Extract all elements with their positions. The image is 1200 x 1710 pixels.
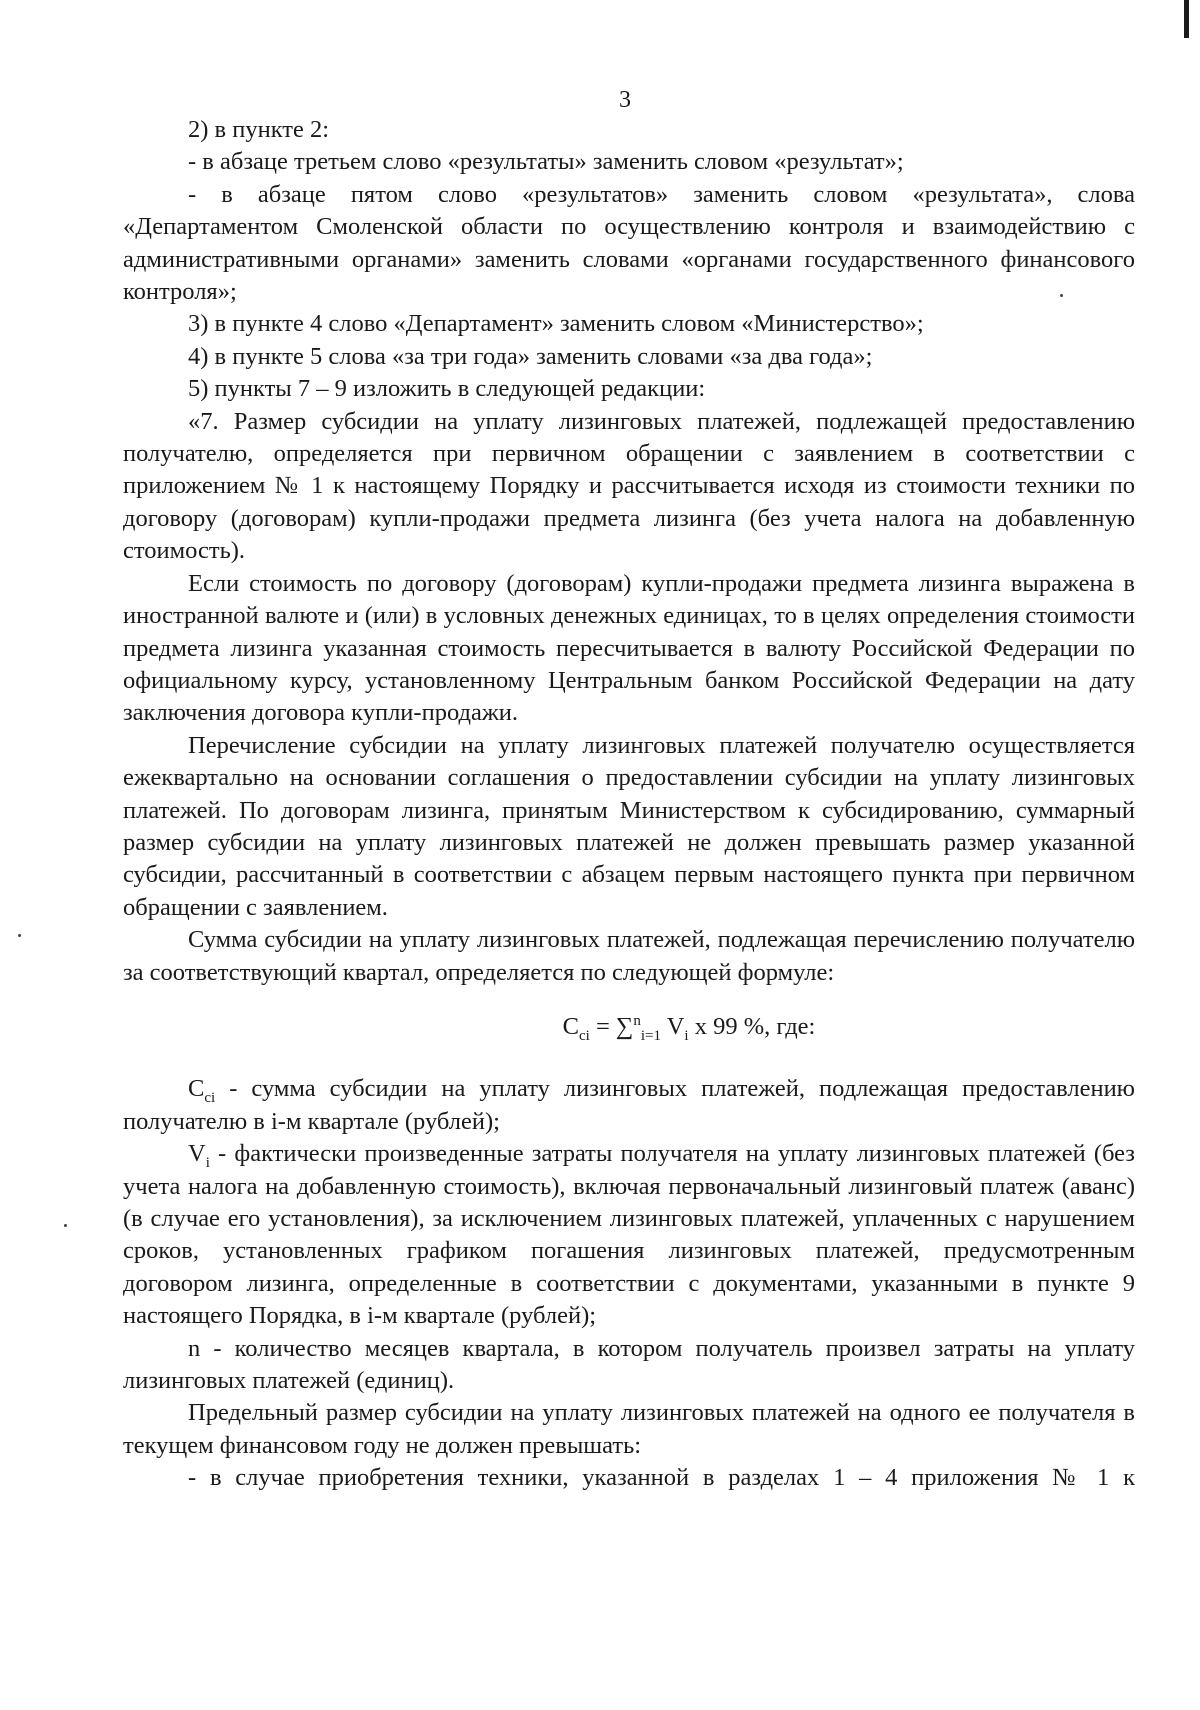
scan-speck: [1060, 294, 1063, 297]
definition-vi-text: - фактически произведенные затраты получателя на уплату лизинговых платежей (без учета налога на добавленную стоимость), включая первоначальный лизинговый платеж (аванс) (в случае его установления), за исключением лизинговых платежей, уплаченных с нарушением сроков, установленных графиком погашения лизинговых платежей, предусмотренным договором лизинга, определенные в соответствии с документами, указанными в пункте 9 настоящего Порядка, в i-м квартале (рублей);: [123, 1140, 1135, 1330]
formula-term-sub: i: [684, 1027, 689, 1044]
definition-vi-symbol: V: [188, 1140, 206, 1168]
formula-lhs-sub: ci: [579, 1027, 590, 1044]
formula-sum-sup: n: [633, 1012, 641, 1029]
paragraph-item-4: 4) в пункте 5 слова «за три года» заменить словами «за два года»;: [188, 342, 873, 370]
definition-vi-sub: i: [205, 1155, 210, 1172]
paragraph-limit: Предельный размер субсидии на уплату лизинговых платежей на одного ее получателя в текущем финансовом году не должен превышать:: [123, 1399, 1135, 1459]
definition-n: n - количество месяцев квартала, в котором получатель произвел затраты на уплату лизинговых платежей (единиц).: [123, 1334, 1135, 1395]
paragraph-item-2: 2) в пункте 2:: [188, 116, 330, 143]
page-number: 3: [619, 87, 631, 113]
scan-edge-mark: [1184, 0, 1189, 38]
definition-cci-sub: ci: [204, 1090, 216, 1107]
paragraph-limit-case: - в случае приобретения техники, указанной в разделах 1 – 4 приложения № 1 к: [188, 1464, 1135, 1492]
paragraph-item-5: 5) пункты 7 – 9 изложить в следующей редакции:: [188, 375, 706, 403]
paragraph-abzac-5: - в абзаце пятом слово «результатов» заменить словом «результата», слова «Департаментом Смоленской области по осуществлению контроля и взаимодействию с административными органами» заменить словами «органами государственного финансового контроля»;: [123, 180, 1135, 306]
document-body: [123, 114, 1135, 1495]
formula: [123, 1011, 1135, 1043]
paragraph-sum-intro: Сумма субсидии на уплату лизинговых платежей, подлежащая перечислению получателю за соответствующий квартал, определяется по следующей формуле:: [123, 926, 1135, 986]
formula-sum: = ∑: [589, 1012, 634, 1040]
definition-vi: [123, 1138, 1135, 1332]
formula-lhs: C: [562, 1012, 579, 1040]
paragraph-item-3: 3) в пункте 4 слово «Департамент» заменить словом «Министерство»;: [188, 310, 924, 338]
paragraph-currency: Если стоимость по договору (договорам) купли-продажи предмета лизинга выражена в иностранной валюте и (или) в условных денежных единицах, то в целях определения стоимости предмета лизинга указанная стоимость пересчитывается в валюту Российской Федерации по официальному курсу, установленному Центральным банком Российской Федерации на дату заключения договора купли-продажи.: [123, 569, 1135, 727]
definition-cci-text: - сумма субсидии на уплату лизинговых платежей, подлежащая предоставлению получателю в i-м квартале (рублей);: [123, 1075, 1135, 1135]
scan-speck: [64, 1224, 67, 1227]
formula-sum-sub: i=1: [640, 1027, 662, 1044]
scan-speck: [18, 934, 21, 937]
formula-term: V: [661, 1012, 685, 1040]
paragraph-abzac-3: - в абзаце третьем слово «результаты» заменить словом «результат»;: [188, 148, 904, 176]
paragraph-point-7: «7. Размер субсидии на уплату лизинговых платежей, подлежащей предоставлению получателю, определяется при первичном обращении с заявлением в соответствии с приложением № 1 к настоящему Порядку и рассчитывается исходя из стоимости техники по договору (договорам) купли-продажи предмета лизинга (без учета налога на добавленную стоимость).: [123, 407, 1135, 565]
definition-cci-symbol: C: [188, 1075, 205, 1103]
definition-cci: [123, 1073, 1135, 1138]
paragraph-transfer: Перечисление субсидии на уплату лизинговых платежей получателю осуществляется ежеквартально на основании соглашения о предоставлении субсидии на уплату лизинговых платежей. По договорам лизинга, принятым Министерством к субсидированию, суммарный размер субсидии на уплату лизинговых платежей не должен превышать размер указанной субсидии, рассчитанный в соответствии с абзацем первым настоящего пункта при первичном обращении с заявлением.: [123, 731, 1135, 921]
formula-tail: x 99 %, где:: [688, 1012, 816, 1040]
